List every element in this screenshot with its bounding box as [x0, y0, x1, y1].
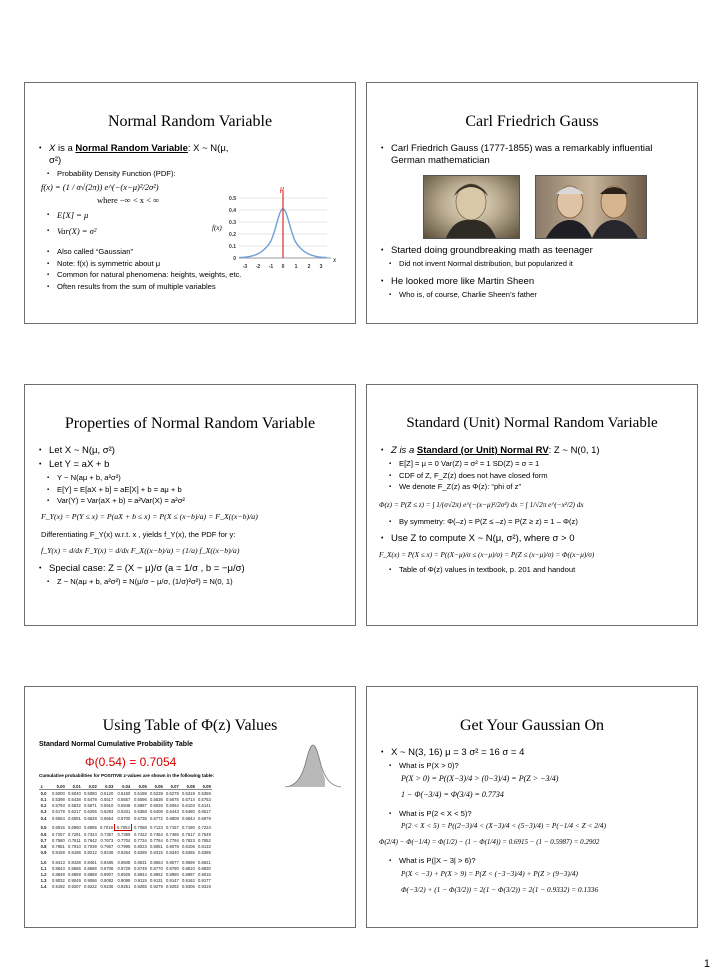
table-cell: 0.5478	[84, 796, 97, 802]
table-cell: 0.8830	[198, 865, 211, 871]
table-cell: 0.7486	[166, 831, 179, 837]
table-cell: 0.5279	[166, 790, 179, 796]
table-cell: 0.8554	[150, 859, 163, 865]
table-cell: 0.7673	[100, 838, 114, 844]
table-cell: 0.7995	[117, 844, 131, 850]
table-header-cell: z	[39, 783, 50, 790]
y-tick: 0.3	[229, 220, 236, 226]
x-tick: 3	[319, 264, 323, 270]
table-row	[39, 850, 212, 858]
table-cell: 0.8944	[134, 872, 147, 878]
table-cell: 0.6255	[84, 809, 97, 815]
table-cell: 0.5080	[84, 790, 97, 796]
table-row-header: 0.0	[40, 790, 47, 796]
table-cell: 0.8289	[134, 850, 147, 856]
table-cell: 0.8749	[134, 865, 147, 871]
table-cell: 0.7224	[198, 824, 211, 830]
table-cell: 0.7549	[198, 831, 211, 837]
sub-bullet: ▪ What is P(X > 0)?	[379, 761, 689, 772]
table-cell: 0.5120	[100, 790, 114, 796]
table-row-header: 1.1	[40, 865, 47, 871]
table-cell: 0.6141	[198, 803, 211, 809]
table-cell: 0.9015	[198, 872, 211, 878]
table-cell: 0.5948	[117, 803, 131, 809]
x-tick: -3	[242, 264, 248, 270]
slide-normal-random-variable	[24, 82, 356, 324]
sub-bullet: ▪ Z ~ N(aμ + b, a²σ²) = N(μ/σ − μ/σ, (1/σ)²σ²) = N(0, 1)	[37, 577, 347, 588]
slide-using-table	[24, 686, 356, 928]
table-subtitle: Cumulative probabilities for POSITIVE z-values are shown in the following table:	[39, 773, 215, 778]
bullet: • Let X ~ N(μ, σ²)	[37, 445, 347, 457]
table-cell: 0.8238	[100, 850, 114, 856]
table-cell: 0.7054	[115, 823, 132, 831]
table-cell: 0.7324	[84, 831, 97, 837]
q2-line2: Φ(2/4) − Φ(−1/4) = Φ(1/2) − (1 − Φ(1/4)) = 0.6915 − (1 − 0.5987) = 0.2902	[379, 838, 600, 846]
slide-body-lower	[379, 243, 689, 301]
table-cell: 0.5557	[117, 796, 131, 802]
table-cell: 0.6517	[198, 809, 211, 815]
table-cell: 0.9115	[134, 878, 147, 884]
q3-line1: P(X < −3) + P(X > 9) = P(Z < (−3−3)/4) + P(Z > (9−3)/4)	[401, 868, 578, 878]
q2-line1: P(2 < X < 5) = P((2−3)/4 < (X−3)/4 < (5−3)/4) = P(−1/4 < Z < 2/4)	[401, 821, 606, 830]
table-cell: 0.8621	[198, 859, 211, 865]
table-cell: 0.5714	[182, 796, 195, 802]
table-cell: 0.8508	[117, 859, 131, 865]
table-cell: 0.8186	[68, 850, 81, 856]
table-cell: 0.6064	[166, 803, 179, 809]
pdf-derivation: f_Y(x) = d/dx F_Y(x) = d/dx F_X((x−b)/a) = (1/a) f_X((x−b)/a)	[41, 545, 240, 555]
table-cell: 0.6179	[52, 809, 65, 815]
sub-bullet: ▪ Also called “Gaussian”	[37, 247, 349, 258]
x-label: x	[333, 256, 337, 264]
bullet: • X ~ N(3, 16) μ = 3 σ² = 16 σ = 4	[379, 747, 689, 759]
y-tick: 0.2	[229, 232, 236, 238]
table-cell: 0.6368	[134, 809, 147, 815]
bullet: • Carl Friedrich Gauss (1777-1855) was a remarkably influential German mathematician	[379, 143, 689, 167]
table-title: Standard Normal Cumulative Probability Table	[39, 741, 193, 748]
table-header-cell: 0.03	[98, 783, 115, 790]
table-cell: 0.6443	[166, 809, 179, 815]
table-cell: 0.8212	[84, 850, 97, 856]
shaded-normal-curve	[283, 741, 343, 789]
table-cell: 0.7764	[150, 838, 163, 844]
table-cell: 0.5040	[68, 790, 81, 796]
table-row-header: 0.3	[40, 809, 47, 815]
sub-bullet: ▪ Table of Φ(z) values in textbook, p. 201 and handout	[379, 565, 689, 576]
table-cell: 0.6217	[68, 809, 81, 815]
table-cell: 0.7357	[100, 831, 114, 837]
table-cell: 0.8962	[150, 872, 163, 878]
table-cell: 0.6915	[52, 824, 65, 830]
table-header-cell: 0.05	[132, 783, 149, 790]
table-cell: 0.8106	[182, 844, 195, 850]
table-header-row	[39, 783, 212, 790]
table-header-cell: 0.01	[66, 783, 82, 790]
sub-bullet: ▪ Var(Y) = Var(aX + b) = a²Var(X) = a²σ²	[37, 496, 347, 507]
sub-bullet: ▪ By symmetry: Φ(–z) = P(Z ≤ –z) = P(Z ≥ z) = 1 – Φ(z)	[379, 517, 689, 528]
bullet: • He looked more like Martin Sheen	[379, 276, 689, 288]
table-cell: 0.9319	[198, 884, 211, 890]
table-cell: 0.7580	[52, 838, 65, 844]
table-cell: 0.8708	[100, 865, 114, 871]
table-cell: 0.6700	[117, 815, 131, 821]
phi-integral: Φ(z) = P(Z ≤ z) = ∫ 1/(σ√2π) e^(−(x−μ)²/2σ²) dx = ∫ 1/√2π e^(−x²/2) dx	[379, 500, 584, 509]
slide-standard-normal	[366, 384, 698, 626]
table-cell: 0.7734	[134, 838, 147, 844]
normal-curve-graph	[209, 183, 349, 273]
table-cell: 0.9222	[84, 884, 97, 890]
table-cell: 0.6664	[100, 815, 114, 821]
table-header-cell: 0.04	[115, 783, 132, 790]
gauss-portrait	[423, 175, 520, 239]
table-cell: 0.9192	[52, 884, 65, 890]
table-cell: 0.8340	[166, 850, 179, 856]
table-cell: 0.9099	[117, 878, 131, 884]
table-cell: 0.8133	[198, 844, 211, 850]
table-row-header: 0.7	[40, 838, 47, 844]
table-cell: 0.6736	[134, 815, 147, 821]
table-cell: 0.8729	[117, 865, 131, 871]
table-cell: 0.7881	[52, 844, 65, 850]
table-cell: 0.8051	[150, 844, 163, 850]
table-cell: 0.6293	[100, 809, 114, 815]
slide-carl-friedrich-gauss	[366, 82, 698, 324]
table-cell: 0.5517	[100, 796, 114, 802]
sub-bullet: ▪ Y ~ N(aμ + b, a²σ²)	[37, 473, 347, 484]
table-row-header: 0.5	[40, 824, 47, 830]
table-cell: 0.7910	[68, 844, 81, 850]
table-cell: 0.8078	[166, 844, 179, 850]
slide-title: Standard (Unit) Normal Random Variable	[406, 415, 658, 431]
sub-bullet: ▪ What is P(2 < X < 5)?	[379, 809, 689, 820]
y-tick: 0	[233, 256, 236, 262]
table-cell: 0.7642	[84, 838, 97, 844]
table-cell: 0.7019	[100, 824, 113, 830]
mu-label: μ	[280, 184, 285, 193]
table-cell: 0.8413	[52, 859, 65, 865]
table-cell: 0.8925	[117, 872, 131, 878]
z-table	[39, 783, 212, 890]
table-cell: 0.8849	[52, 872, 65, 878]
table-cell: 0.7190	[182, 824, 195, 830]
q3-line2: Φ(−3/2) + (1 − Φ(3/2)) = 2(1 − Φ(3/2)) = 2(1 − 0.9332) = 0.1336	[401, 884, 599, 894]
table-cell: 0.5398	[52, 796, 65, 802]
slide-body	[379, 443, 689, 577]
table-cell: 0.5675	[166, 796, 179, 802]
table-cell: 0.8389	[198, 850, 211, 856]
sub-bullet: ▪ We denote F_Z(z) as Φ(z): “phi of z”	[379, 482, 689, 493]
table-cell: 0.9207	[68, 884, 81, 890]
page-number: 1	[703, 958, 710, 970]
table-cell: 0.7123	[150, 824, 163, 830]
table-cell: 0.9236	[100, 884, 114, 890]
table-cell: 0.7291	[68, 831, 81, 837]
slide-title: Using Table of Φ(z) Values	[102, 717, 278, 734]
table-cell: 0.6808	[166, 815, 179, 821]
table-cell: 0.8577	[166, 859, 179, 865]
table-row-header: 1.2	[40, 872, 47, 878]
slide-properties-normal	[24, 384, 356, 626]
table-cell: 0.8665	[68, 865, 81, 871]
table-cell: 0.5910	[100, 803, 114, 809]
table-cell: 0.8770	[150, 865, 163, 871]
sub-bullet: ▪ What is P(|X − 3| > 6)?	[379, 856, 689, 867]
bullet: • Use Z to compute X ~ N(μ, σ²), where σ > 0	[379, 533, 689, 545]
table-cell: 0.6844	[182, 815, 195, 821]
table-cell: 0.6591	[68, 815, 81, 821]
table-cell: 0.5319	[182, 790, 195, 796]
y-tick: 0.4	[229, 208, 236, 214]
table-cell: 0.9265	[134, 884, 147, 890]
table-row-header: 1.0	[40, 859, 47, 865]
table-cell: 0.8461	[84, 859, 97, 865]
table-cell: 0.9049	[68, 878, 81, 884]
sub-bullet: ▪ Probability Density Function (PDF):	[37, 169, 235, 180]
table-cell: 0.9131	[150, 878, 163, 884]
table-header-cell: 0.09	[196, 783, 212, 790]
table-cell: 0.7823	[182, 838, 195, 844]
table-cell: 0.9251	[117, 884, 131, 890]
y-tick: 0.5	[229, 196, 236, 202]
phi-value: Φ(0.54) = 0.7054	[85, 755, 177, 769]
table-cell: 0.6406	[150, 809, 163, 815]
slide-title: Carl Friedrich Gauss	[465, 113, 599, 130]
table-cell: 0.9082	[100, 878, 114, 884]
variance: ▪ Var(X) = σ²	[37, 226, 235, 237]
slide-body	[37, 443, 347, 588]
table-cell: 0.5987	[134, 803, 147, 809]
q1-line1: P(X > 0) = P((X−3)/4 > (0−3)/4) = P(Z > −3/4)	[401, 773, 559, 783]
table-row	[39, 858, 212, 866]
y-tick: 0.1	[229, 244, 236, 250]
table-cell: 0.5199	[134, 790, 147, 796]
table-cell: 0.7611	[68, 838, 81, 844]
sub-bullet: ▪ Note: f(x) is symmetric about μ	[37, 259, 349, 270]
table-cell: 0.7389	[117, 831, 131, 837]
table-cell: 0.8438	[68, 859, 81, 865]
table-header-cell: 0.07	[164, 783, 180, 790]
table-row-header: 0.8	[40, 844, 47, 850]
table-cell: 0.7088	[134, 824, 147, 830]
table-cell: 0.8790	[166, 865, 179, 871]
table-cell: 0.5753	[198, 796, 211, 802]
x-tick: -1	[268, 264, 274, 270]
table-cell: 0.8869	[68, 872, 81, 878]
table-row-header: 1.3	[40, 878, 47, 884]
table-cell: 0.5000	[52, 790, 65, 796]
table-cell: 0.7852	[198, 838, 211, 844]
pdf-formula: f(x) = (1 / σ√(2π)) e^(−(x−μ)²/2σ²)	[41, 181, 159, 192]
table-cell: 0.5636	[150, 796, 163, 802]
slide-title: Normal Random Variable	[107, 113, 273, 130]
table-row-header: 0.2	[40, 803, 47, 809]
table-header-cell: 0.00	[50, 783, 66, 790]
sub-bullet: ▪ E[Z] = μ = 0 Var(Z) = σ² = 1 SD(Z) = σ = 1	[379, 459, 689, 470]
table-cell: 0.5832	[68, 803, 81, 809]
x-tick: 2	[307, 264, 311, 270]
table-cell: 0.9279	[150, 884, 163, 890]
slide-body	[379, 141, 689, 169]
slide-get-your-gaussian-on	[366, 686, 698, 928]
table-row-header: 0.6	[40, 831, 47, 837]
bullet: • Z is a Standard (or Unit) Normal RV: Z ~ N(0, 1)	[379, 445, 689, 457]
table-cell: 0.7517	[182, 831, 195, 837]
table-row-header: 0.1	[40, 796, 47, 802]
table-cell: 0.7422	[134, 831, 147, 837]
table-cell: 0.6879	[198, 815, 211, 821]
bullet: • Special case: Z = (X − μ)/σ (a = 1/σ , b = −μ/σ)	[37, 563, 347, 575]
table-cell: 0.6985	[84, 824, 97, 830]
table-cell: 0.6554	[52, 815, 65, 821]
table-row	[39, 884, 212, 890]
fx-standardize: F_X(x) = P(X ≤ x) = P((X−μ)/σ ≤ (x−μ)/σ) = P(Z ≤ (x−μ)/σ) = Φ((x−μ)/σ)	[379, 551, 595, 559]
cdf-derivation: F_Y(x) = P(Y ≤ x) = P(aX + b ≤ x) = P(X ≤ (x−b)/a) = F_X((x−b)/a)	[41, 511, 258, 521]
table-cell: 0.9292	[166, 884, 179, 890]
bullet: • Let Y = aX + b	[37, 459, 347, 471]
table-cell: 0.8315	[150, 850, 163, 856]
table-cell: 0.8264	[117, 850, 131, 856]
table-cell: 0.9147	[166, 878, 179, 884]
q1-line2: 1 − Φ(−3/4) = Φ(3/4) = 0.7734	[401, 789, 504, 799]
table-cell: 0.7454	[150, 831, 163, 837]
x-tick: 0	[281, 264, 285, 270]
table-header-cell: 0.02	[82, 783, 98, 790]
slide-title: Get Your Gaussian On	[460, 717, 604, 734]
sub-bullet: ▪ Often results from the sum of multiple variables	[37, 282, 349, 293]
table-cell: 0.9066	[84, 878, 97, 884]
expectation: ▪ E[X] = μ	[37, 210, 235, 221]
table-cell: 0.8599	[182, 859, 195, 865]
table-row-header: 0.4	[40, 815, 47, 821]
table-cell: 0.5438	[68, 796, 81, 802]
slide-body	[37, 141, 235, 238]
table-cell: 0.8643	[52, 865, 65, 871]
table-cell: 0.8686	[84, 865, 97, 871]
bullet: • Started doing groundbreaking math as teenager	[379, 245, 689, 257]
table-cell: 0.5160	[117, 790, 131, 796]
x-tick: 1	[294, 264, 298, 270]
table-cell: 0.7257	[52, 831, 65, 837]
table-cell: 0.8023	[134, 844, 147, 850]
table-cell: 0.6772	[150, 815, 163, 821]
table-cell: 0.8980	[166, 872, 179, 878]
pdf-where: where −∞ < x < ∞	[97, 194, 160, 205]
table-cell: 0.6480	[182, 809, 195, 815]
table-cell: 0.9032	[52, 878, 65, 884]
table-row	[39, 823, 212, 831]
table-cell: 0.9177	[198, 878, 211, 884]
table-cell: 0.9162	[182, 878, 195, 884]
bullet: • X is a Normal Random Variable: X ~ N(μ, σ²)	[37, 143, 235, 167]
table-cell: 0.7939	[84, 844, 97, 850]
table-cell: 0.5239	[150, 790, 163, 796]
table-row-header: 0.9	[40, 850, 47, 856]
table-row	[39, 831, 212, 838]
sheen-photo	[535, 175, 647, 239]
sub-bullet: ▪ Who is, of course, Charlie Sheen’s father	[379, 290, 689, 301]
sub-bullet: ▪ E[Y] = E[aX + b] = aE[X] + b = aμ + b	[37, 485, 347, 496]
table-cell: 0.6026	[150, 803, 163, 809]
table-cell: 0.6950	[68, 824, 81, 830]
table-cell: 0.7157	[166, 824, 179, 830]
table-cell: 0.8365	[182, 850, 195, 856]
table-cell: 0.6331	[117, 809, 131, 815]
table-header-cell: 0.08	[180, 783, 196, 790]
table-cell: 0.8888	[84, 872, 97, 878]
table-cell: 0.8485	[100, 859, 114, 865]
table-cell: 0.6628	[84, 815, 97, 821]
x-tick: -2	[255, 264, 261, 270]
table-cell: 0.7967	[100, 844, 114, 850]
table-cell: 0.8907	[100, 872, 114, 878]
table-cell: 0.5596	[134, 796, 147, 802]
table-cell: 0.7704	[117, 838, 131, 844]
table-cell: 0.8159	[52, 850, 65, 856]
table-cell: 0.8531	[134, 859, 147, 865]
table-cell: 0.5793	[52, 803, 65, 809]
slide-body	[379, 745, 689, 897]
table-row-header: 1.4	[40, 884, 47, 890]
table-header-cell: 0.06	[148, 783, 164, 790]
table-cell: 0.6103	[182, 803, 195, 809]
table-cell: 0.8997	[182, 872, 195, 878]
sub-bullet: ▪ Did not invent Normal distribution, but popularized it	[379, 259, 689, 270]
table-cell: 0.5359	[198, 790, 211, 796]
table-cell: 0.7794	[166, 838, 179, 844]
differentiating-note: Differentiating F_Y(x) w.r.t. x , yields f_Y(x), the PDF for y:	[41, 529, 236, 539]
table-row	[39, 790, 212, 797]
slide-title: Properties of Normal Random Variable	[64, 415, 316, 432]
table-cell: 0.8810	[182, 865, 195, 871]
table-cell: 0.5871	[84, 803, 97, 809]
table-cell: 0.9306	[182, 884, 195, 890]
sub-bullet: ▪ Common for natural phenomena: heights, weights, etc.	[37, 270, 349, 281]
sub-bullet: ▪ CDF of Z, F_Z(z) does not have closed form	[379, 471, 689, 482]
fx-label: f(x)	[212, 224, 222, 232]
table-row	[39, 815, 212, 823]
